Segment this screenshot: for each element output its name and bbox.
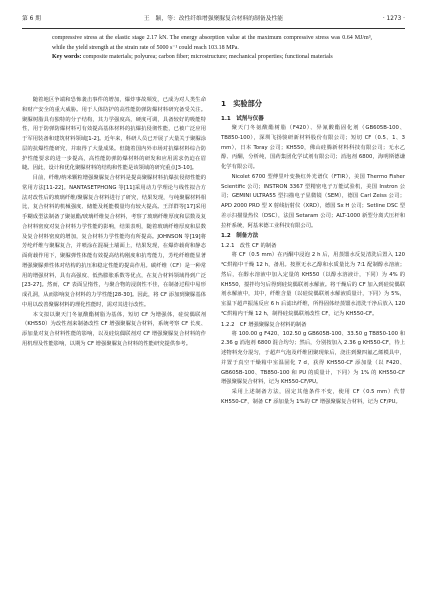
abstract-block bbox=[52, 34, 372, 63]
right-column bbox=[221, 96, 405, 408]
running-header bbox=[22, 13, 405, 25]
body-paragraph: 将 100.00 g F420、102.50 g GB605B-100、33.50 g TB850-100 和 2.36 g 消泡剂 6800 混合均匀；然后，分别按加入 2.36 g KH550-CF，待上述物料充分混匀，于超声气泡及纤维团聚现象后，浇注到聚四氟乙烯模具中，并置于真空干燥箱中室温固化 7 d，获得 KH550-CF 添加量（以 F420、GB605B-100、TB850-100 和 PU 的质量计，下同）为 1% 的 KH550-CF 增强聚脲复合材料，记为 KH550-CF/PU。 bbox=[221, 330, 405, 386]
subsection-title: 1.1 试剂与仪器 bbox=[221, 116, 264, 122]
body-paragraph: 将 CF（0.5 mm）在丙酮中浸泡 2 h 后，用蒸馏水反复清洗后置入 120 ℃烘箱中干燥 12 h，备用。按照无水乙醇和水质量比为 7∶1 配制醇水溶液；然后，在醇水溶液中加入定量的 KH550（以醇水溶液计，下同）为 4% 的 KH550，搅拌均匀后得到硅烷偶联剂水解液。将干燥后的 CF 加入到硅烷偶联剂水解液中，其中，纤维含量（以硅烷偶联剂水解液质量计，下同）为 5%，室温下超声振荡反应 6 h 后滤出纤维，所得固体经蒸馏水清洗干净后放入 120 ℃烘箱内干燥 12 h，制得硅烷偶联剂改性 CF，记为 KH550-CF。 bbox=[221, 252, 405, 317]
intro-paragraph: 目前，纤维/纳米颗粒增强聚脲复合材料是提高聚脲材料抗爆抗侵彻性能的常用方法[11-22]。NANTASETPHONG 等[11]采用动力学理论与线性拟合方法对改性后的玻璃纤维/聚脲复合材料进行了研究，结果发现，与纯聚脲材料相比，复合材料的机械强度、储能及耗能模量均有较大提高。王洋群等[17]采用手糊成型法制备了聚氨酯/玻璃纤维复合材料，考察了玻璃纤维厚度和层数及复合材料密度对复合材料力学性能的影响，结果表明，随着玻璃纤维厚度和层数及复合材料密度的增加，复合材料力学性能均有所提高。JOHNSON 等[19]将芳纶纤维与聚脲复合，并喷涂在混凝土墙面上，结果发现，在爆炸载荷和静态面荷载作用下，聚脲弹性体能有效提高结构刚度和抗弯能力，芳纶纤维能显著增强聚脲弹性体对结构的抗压和稳定性能的提高作用。碳纤维（CF）是一种常用的增强材料，具有高强度、低热膨胀系数等优点，在复合材料领域得到广泛[23-27]。然而，CF 表面呈惰性，与聚合物的浸润性不佳，在制备过程中易形成孔洞，从而影响复合材料的力学性能[28-30]。因此，将 CF 添加到聚脲基体中用以改善聚脲材料的理化性能时，需对其进行改性。 bbox=[22, 175, 206, 308]
issue-number: 第 6 期 bbox=[22, 16, 41, 22]
intro-paragraph: 随着地区争端和恐怖袭击事件的增加，爆炸事故频发，已成为对人类生命和财产安全的重大威胁。用于人体防护的高性能防弹防爆材料研究备受关注。聚脲树脂具有独特的分子结构，其力学强度高，硬度可调，具备较好的吸能特性，用于防弹防爆材料可有效提高基体材料的抗爆抗侵彻性能，已被广泛应用于军用装备和建筑材料领域[1-2]。近年来，科研人员已开展了大量关于聚脲涂层的抗爆性能研究，并取得了大量成果。但随着国内外市场对抗爆材料综合防护性能要求的进一步提高，高性能防弹防爆材料的研发和应用需求仍迫在眉睫。因此，设计和优化聚脲材料的结构和性能是该领域的研究重点[3-10]。 bbox=[22, 97, 206, 172]
keywords-line bbox=[52, 53, 372, 63]
body-paragraph: 聚天门冬氨酸酯树脂（F420）、异氰酸酯固化剂（GB605B-100、TB850-100），深圳飞扬骏研新材料股份有限公司；短切 CF（0.5、1、3 mm），日本 Toray 公司；KH550，佛山硅腾新材料科技有限公司；无水乙醇、丙酮，分析纯，国药集团化学试剂有限公司；消泡剂 6800，海明斯德谦化学有限公司。 bbox=[221, 125, 405, 170]
intro-paragraph: 本文拟以聚天门冬氨酸酯树脂为基体，短切 CF 为增强体，硅烷偶联剂（KH550）为改性剂来制备改性 CF 增强聚脲复合材料，系统考察 CF 长度、添加量对复合材料性能的影响，以及硅烷偶联剂对 CF 增强聚脲复合材料的作用机理及性能影响，以期为 CF 增强聚脲复合材料的性能研究提供参考。 bbox=[22, 311, 206, 347]
subsubsection-title: 1.2.1 改性 CF 的制备 bbox=[221, 243, 277, 250]
abstract-continuation: compressive stress at the elastic stage 2.17 kN. The energy absorption value at the maximum compressive stress was 0.64 MJ/m³, while the yield strength at the strain rate of 5000 s⁻¹ could reach 103.18 MPa. bbox=[52, 35, 372, 51]
body-paragraph: Nicolet 6700 型傅里叶变换红外光谱仪（FTIR），美国 Thermo Fisher Scientific 公司；INSTRON 3367 型精密电子万能试验机，美国 Instron 公司；GEMINI ULTRA55 型扫描电子显微镜（SEM），德国 Carl Zeiss 公司；APD 2000 PRO 型 X 射线衍射仪（XRD），德国 Sx H 公司；Setline DSC 型差示扫描量热仪（DSC），法国 Setaram 公司；ALT-1000 新型分离式压杆和拉杆系统，阿基米德工业科技有限公司。 bbox=[221, 173, 405, 229]
left-column bbox=[22, 96, 206, 350]
keywords-text: composite materials; polyurea; carbon fiber; microstructure; mechanical properties; functional materials bbox=[83, 54, 333, 61]
body-paragraph: 采用上述制备方法，固定其他条件不变，使用 CF（0.5 mm）代替 KH550-CF，制备 CF 添加量为 1%的 CF 增强聚脲复合材料，记为 CF/PU。 bbox=[221, 389, 405, 405]
page-number: · 1273 · bbox=[382, 16, 405, 22]
section-title: 1 实验部分 bbox=[221, 99, 262, 108]
header-rule bbox=[22, 28, 405, 29]
subsubsection-title: 1.2.2 CF 增强聚脲复合材料的制备 bbox=[221, 321, 307, 328]
running-title: 王 颖，等：改性纤维增强聚脲复合材料的制备及性能 bbox=[143, 16, 284, 22]
subsection-title: 1.2 制备方法 bbox=[221, 233, 259, 240]
keywords-label: Key words: bbox=[52, 54, 82, 61]
